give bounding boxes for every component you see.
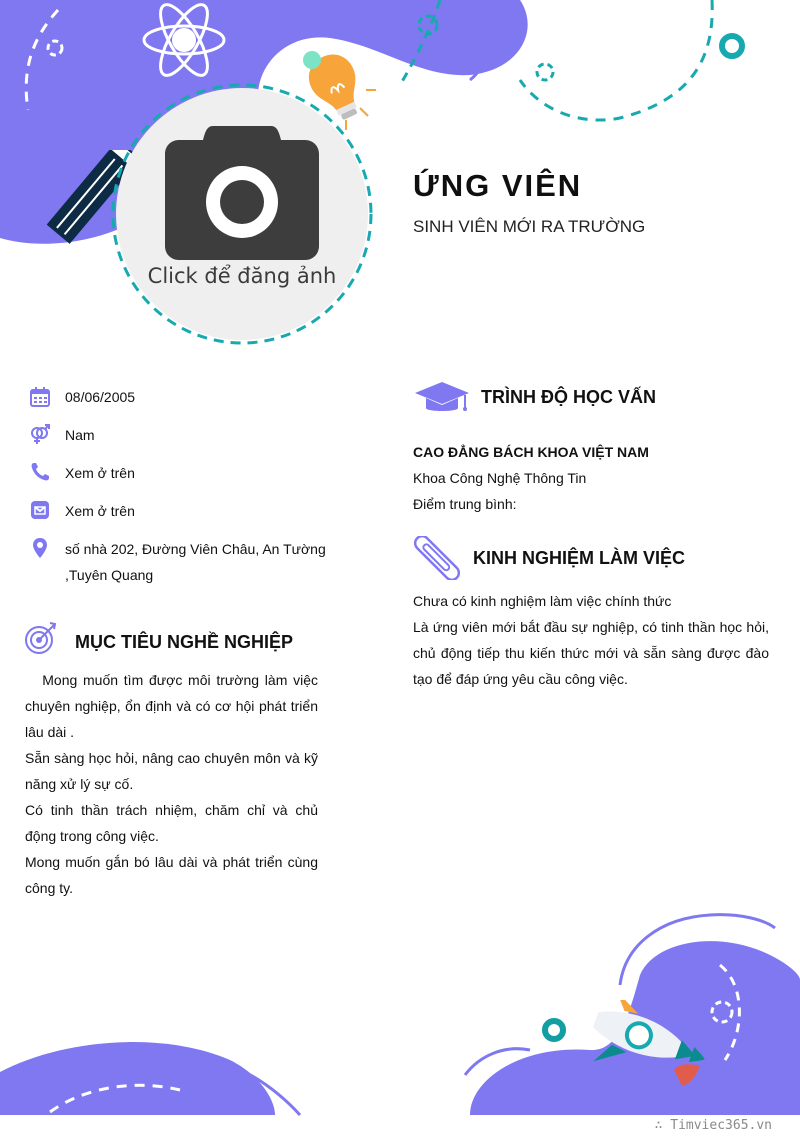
education-major[interactable]: Khoa Công Nghệ Thông Tin bbox=[413, 470, 587, 486]
objective-paragraph: Có tinh thần trách nhiệm, chăm chỉ và chủ động trong công việc. bbox=[25, 802, 318, 844]
education-school[interactable]: CAO ĐẲNG BÁCH KHOA VIỆT NAM bbox=[413, 444, 649, 460]
candidate-name[interactable]: ỨNG VIÊN bbox=[413, 168, 583, 203]
experience-paragraph: Chưa có kinh nghiệm làm việc chính thức bbox=[413, 593, 672, 609]
graduation-cap-icon bbox=[413, 380, 471, 416]
calendar-icon bbox=[29, 386, 51, 408]
phone-value[interactable]: Xem ở trên bbox=[65, 465, 135, 481]
objective-title[interactable]: MỤC TIÊU NGHỀ NGHIỆP bbox=[75, 632, 294, 652]
gender-row bbox=[25, 423, 325, 449]
target-icon bbox=[24, 620, 60, 656]
phone-row bbox=[25, 461, 325, 487]
experience-paragraph: Là ứng viên mới bắt đầu sự nghiệp, có tinh thần học hỏi, chủ động tiếp thu kiến thức mới và sẵn sàng được đào tạo để đáp ứng yêu cầu công việc. bbox=[413, 619, 769, 687]
birthday-row bbox=[25, 386, 325, 412]
address-value[interactable]: số nhà 202, Đường Viên Châu, An Tường ,Tuyên Quang bbox=[65, 541, 326, 583]
photo-upload[interactable] bbox=[116, 88, 368, 340]
brand-name: Timviec365.vn bbox=[670, 1118, 772, 1133]
experience-title[interactable]: KINH NGHIỆM LÀM VIỆC bbox=[473, 548, 686, 568]
education-gpa[interactable]: Điểm trung bình: bbox=[413, 496, 517, 512]
objective-paragraph: Sẵn sàng học hỏi, nâng cao chuyên môn và kỹ năng xử lý sự cố. bbox=[25, 750, 318, 792]
gender-icon bbox=[29, 423, 51, 445]
location-icon bbox=[29, 537, 51, 559]
education-title[interactable]: TRÌNH ĐỘ HỌC VẤN bbox=[481, 387, 656, 407]
rocket-icon bbox=[580, 1000, 715, 1095]
candidate-role[interactable]: SINH VIÊN MỚI RA TRƯỜNG bbox=[413, 217, 646, 236]
gender-value[interactable]: Nam bbox=[65, 427, 95, 443]
camera-icon bbox=[165, 126, 319, 262]
email-row bbox=[25, 499, 325, 525]
objective-text[interactable] bbox=[25, 667, 322, 901]
brand-watermark[interactable]: ∴ Timviec365.vn bbox=[654, 1118, 772, 1133]
photo-upload-label: Click để đăng ảnh bbox=[147, 264, 337, 288]
experience-text[interactable] bbox=[413, 588, 769, 692]
phone-icon bbox=[29, 461, 51, 483]
address-row bbox=[25, 537, 325, 593]
paperclip-icon bbox=[414, 536, 460, 580]
atom-icon bbox=[140, 2, 228, 82]
email-value[interactable]: Xem ở trên bbox=[65, 503, 135, 519]
objective-paragraph: Mong muốn tìm được môi trường làm việc chuyên nghiệp, ổn định và có cơ hội phát triển lâu dài . bbox=[25, 672, 322, 740]
email-icon bbox=[29, 499, 51, 521]
birthday-value[interactable]: 08/06/2005 bbox=[65, 389, 136, 405]
objective-paragraph: Mong muốn gắn bó lâu dài và phát triển cùng công ty. bbox=[25, 854, 318, 896]
